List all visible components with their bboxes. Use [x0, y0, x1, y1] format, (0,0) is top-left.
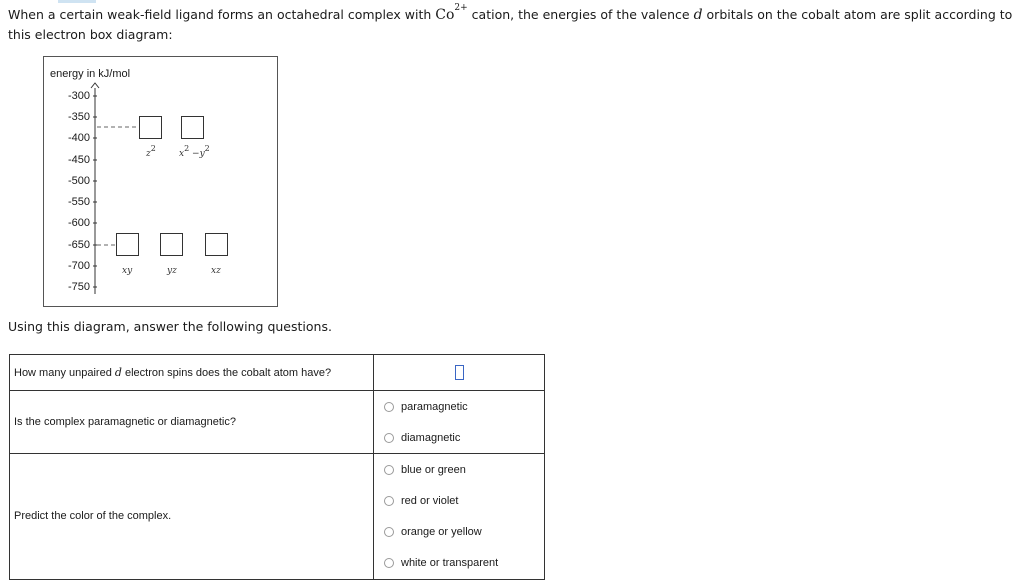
orbital-box-z2[interactable] — [139, 116, 162, 139]
orbital-label-x2-y2: x2 −y2 — [179, 144, 210, 159]
tick-label: -350 — [67, 111, 90, 123]
radio-blue-or-green[interactable] — [384, 465, 394, 475]
question-row — [10, 355, 545, 391]
cobalt-symbol: Co — [435, 7, 455, 23]
tick-label: -750 — [67, 281, 90, 293]
tick-label: -500 — [67, 175, 90, 187]
radio-orange-or-yellow[interactable] — [384, 527, 394, 537]
option-blue-or-green[interactable]: blue or green — [384, 455, 544, 486]
orbital-box-x2-y2[interactable] — [181, 116, 204, 139]
axis-title: energy in kJ/mol — [50, 68, 131, 80]
radio-red-or-violet[interactable] — [384, 496, 394, 506]
answer-cell-magnetism — [374, 391, 545, 454]
orbital-box-xy[interactable] — [116, 233, 139, 256]
option-paramagnetic[interactable]: paramagnetic — [384, 391, 544, 422]
radio-paramagnetic[interactable] — [384, 402, 394, 412]
question-table — [9, 354, 545, 580]
question-magnetism: Is the complex paramagnetic or diamagnetic? — [10, 391, 374, 454]
question-unpaired: How many unpaired d electron spins does the cobalt atom have? — [10, 355, 374, 391]
orbital-box-xz[interactable] — [205, 233, 228, 256]
answer-cell-color — [374, 454, 545, 580]
orbital-label-xz: xz — [211, 266, 221, 276]
orbital-label-z2: z2 — [146, 144, 156, 159]
option-white-or-transparent[interactable]: white or transparent — [384, 548, 544, 579]
question-row — [10, 454, 545, 580]
tick-label: -400 — [67, 132, 90, 144]
orbital-label-yz: yz — [167, 266, 177, 276]
instruction-text: Using this diagram, answer the following questions. — [8, 319, 332, 334]
question-row — [10, 391, 545, 454]
option-red-or-violet[interactable]: red or violet — [384, 486, 544, 517]
radio-diamagnetic[interactable] — [384, 433, 394, 443]
tick-label: -300 — [67, 90, 90, 102]
option-orange-or-yellow[interactable]: orange or yellow — [384, 517, 544, 548]
radio-white-or-transparent[interactable] — [384, 558, 394, 568]
tick-label: -650 — [67, 239, 90, 251]
tick-label: -700 — [67, 260, 90, 272]
unpaired-count-input[interactable] — [455, 365, 464, 380]
intro-text: When a certain weak-field ligand forms an octahedral complex with $Co^{2+}$ cation, the energies of the valence d orbitals on the cobalt atom are split according to this electron box diagram: — [8, 3, 1013, 42]
electron-box-diagram — [43, 56, 278, 307]
tick-label: -450 — [67, 154, 90, 166]
tick-label: -550 — [67, 196, 90, 208]
question-color: Predict the color of the complex. — [10, 454, 374, 580]
answer-cell-unpaired — [374, 355, 545, 391]
tick-label: -600 — [67, 217, 90, 229]
orbital-label-xy: xy — [122, 266, 133, 276]
cobalt-charge: 2+ — [454, 3, 468, 13]
header-tab-stub — [58, 0, 96, 3]
orbital-box-yz[interactable] — [160, 233, 183, 256]
option-diamagnetic[interactable]: diamagnetic — [384, 422, 544, 453]
